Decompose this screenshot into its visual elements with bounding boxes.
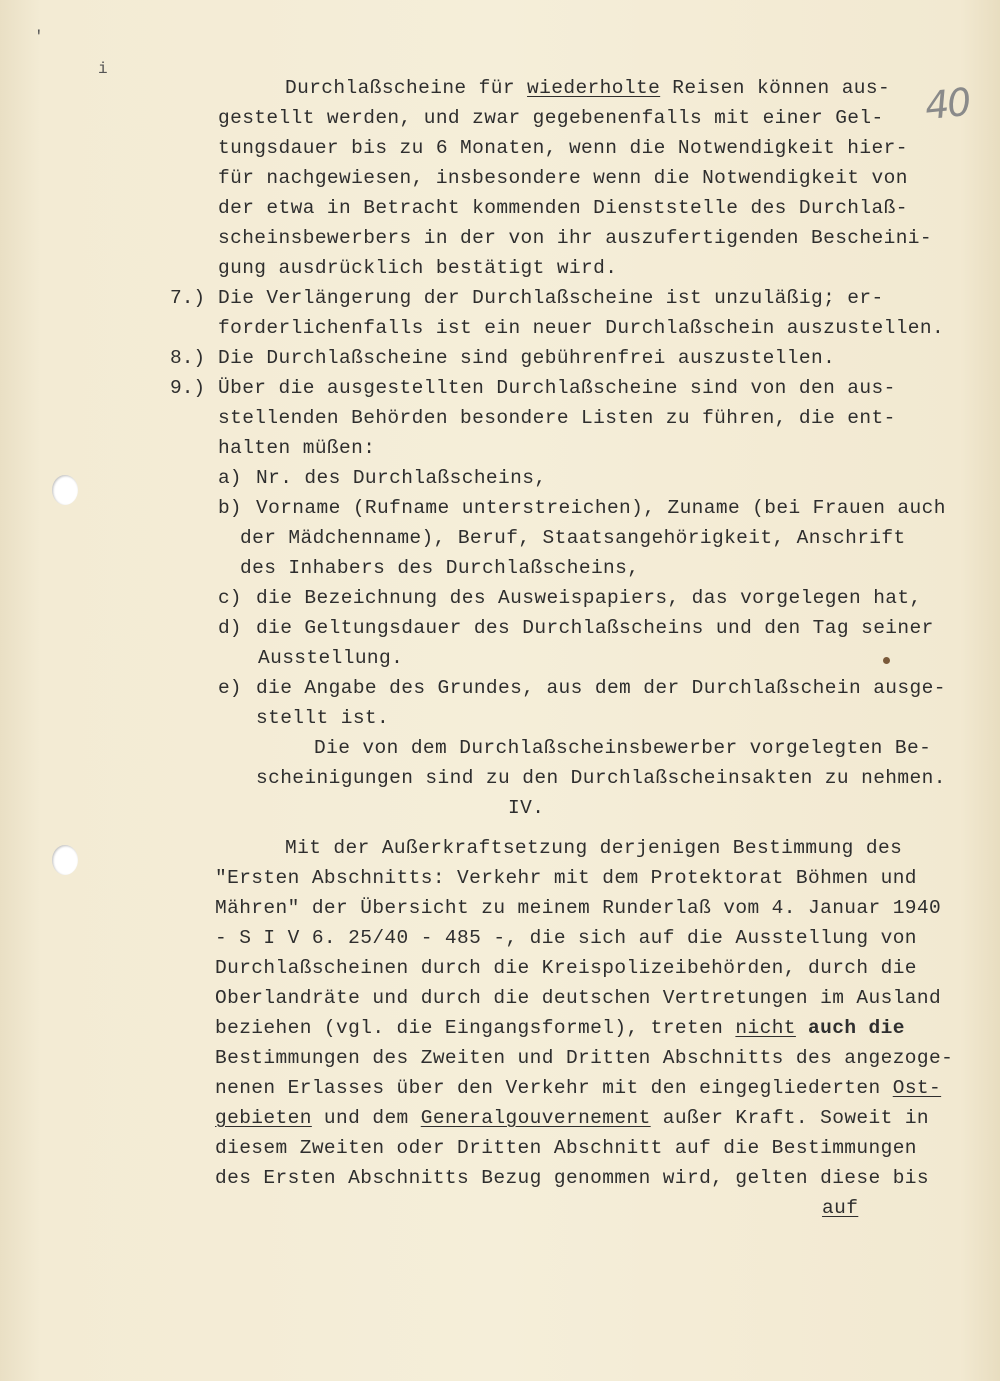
text-line: für nachgewiesen, insbesondere wenn die Notwendigkeit von xyxy=(218,167,908,189)
text-line: Durchlaßscheinen durch die Kreispolizeibehörden, durch die xyxy=(215,957,917,979)
margin-mark: ' xyxy=(34,28,44,46)
section-heading: IV. xyxy=(508,797,545,819)
item-number: 7.) xyxy=(170,287,206,309)
text-line: Nr. des Durchlaßscheins, xyxy=(256,467,547,489)
text-line: forderlichenfalls ist ein neuer Durchlaßschein auszustellen. xyxy=(218,317,945,339)
handwritten-page-number: 40 xyxy=(922,79,972,129)
text-line: - S I V 6. 25/40 - 485 -, die sich auf die Ausstellung von xyxy=(215,927,917,949)
ink-spot xyxy=(883,657,890,664)
text-line: Ausstellung. xyxy=(258,647,404,669)
text-line: stellenden Behörden besondere Listen zu führen, die ent- xyxy=(218,407,896,429)
text-line: stellt ist. xyxy=(256,707,390,729)
item-number: 9.) xyxy=(170,377,206,399)
text-line: die Bezeichnung des Ausweispapiers, das vorgelegen hat, xyxy=(256,587,922,609)
underlined-word: nicht xyxy=(735,1017,796,1039)
text-line: halten müßen: xyxy=(218,437,376,459)
item-number: 8.) xyxy=(170,347,206,369)
text-line: der Mädchenname), Beruf, Staatsangehörigkeit, Anschrift xyxy=(240,527,906,549)
text-line: Oberlandräte und durch die deutschen Vertretungen im Ausland xyxy=(215,987,942,1009)
underlined-word: wiederholte xyxy=(527,77,661,99)
punch-hole-top xyxy=(52,475,78,505)
catchword: auf xyxy=(822,1197,859,1219)
underlined-word: Ost- xyxy=(892,1077,942,1099)
underlined-word: gebieten xyxy=(215,1107,312,1129)
text-line: Die Verlängerung der Durchlaßscheine ist unzuläßig; er- xyxy=(218,287,884,309)
text-line: scheinsbewerbers in der von ihr auszufertigenden Bescheini- xyxy=(218,227,933,249)
subitem-letter: b) xyxy=(218,497,242,519)
text-line: gung ausdrücklich bestätigt wird. xyxy=(218,257,618,279)
text-line: Mähren" der Übersicht zu meinem Runderlaß vom 4. Januar 1940 xyxy=(215,897,942,919)
text-line: Bestimmungen des Zweiten und Dritten Abschnitts des angezoge- xyxy=(215,1047,954,1069)
text-line: Mit der Außerkraftsetzung derjenigen Bestimmung des xyxy=(285,837,903,859)
text-line: die Angabe des Grundes, aus dem der Durchlaßschein ausge- xyxy=(256,677,946,699)
text-line: die Geltungsdauer des Durchlaßscheins und den Tag seiner xyxy=(256,617,934,639)
text-line: gebieten und dem Generalgouvernement außer Kraft. Soweit in xyxy=(215,1107,930,1129)
text-line: beziehen (vgl. die Eingangsformel), treten nicht auch die xyxy=(215,1017,905,1039)
text-line: diesem Zweiten oder Dritten Abschnitt auf die Bestimmungen xyxy=(215,1137,917,1159)
text-line: der etwa in Betracht kommenden Dienststelle des Durchlaß- xyxy=(218,197,908,219)
text-line: gestellt werden, und zwar gegebenenfalls mit einer Gel- xyxy=(218,107,884,129)
text-line: scheinigungen sind zu den Durchlaßscheinsakten zu nehmen. xyxy=(256,767,946,789)
text-line: Vorname (Rufname unterstreichen), Zuname (bei Frauen auch xyxy=(256,497,946,519)
subitem-letter: d) xyxy=(218,617,242,639)
text-line: nenen Erlasses über den Verkehr mit den eingegliederten Ost- xyxy=(215,1077,942,1099)
subitem-letter: e) xyxy=(218,677,242,699)
text-line: Die von dem Durchlaßscheinsbewerber vorgelegten Be- xyxy=(314,737,932,759)
text-line: tungsdauer bis zu 6 Monaten, wenn die Notwendigkeit hier- xyxy=(218,137,908,159)
subitem-letter: a) xyxy=(218,467,242,489)
text-line: Durchlaßscheine für wiederholte Reisen können aus- xyxy=(285,77,891,99)
margin-mark: i xyxy=(98,60,108,78)
subitem-letter: c) xyxy=(218,587,242,609)
text-line: Die Durchlaßscheine sind gebührenfrei auszustellen. xyxy=(218,347,836,369)
underlined-word: Generalgouvernement xyxy=(420,1107,651,1129)
text-line: Über die ausgestellten Durchlaßscheine sind von den aus- xyxy=(218,377,896,399)
punch-hole-bottom xyxy=(52,845,78,875)
text-line: des Inhabers des Durchlaßscheins, xyxy=(240,557,640,579)
text-line: "Ersten Abschnitts: Verkehr mit dem Protektorat Böhmen und xyxy=(215,867,917,889)
text-line: des Ersten Abschnitts Bezug genommen wird, gelten diese bis xyxy=(215,1167,930,1189)
